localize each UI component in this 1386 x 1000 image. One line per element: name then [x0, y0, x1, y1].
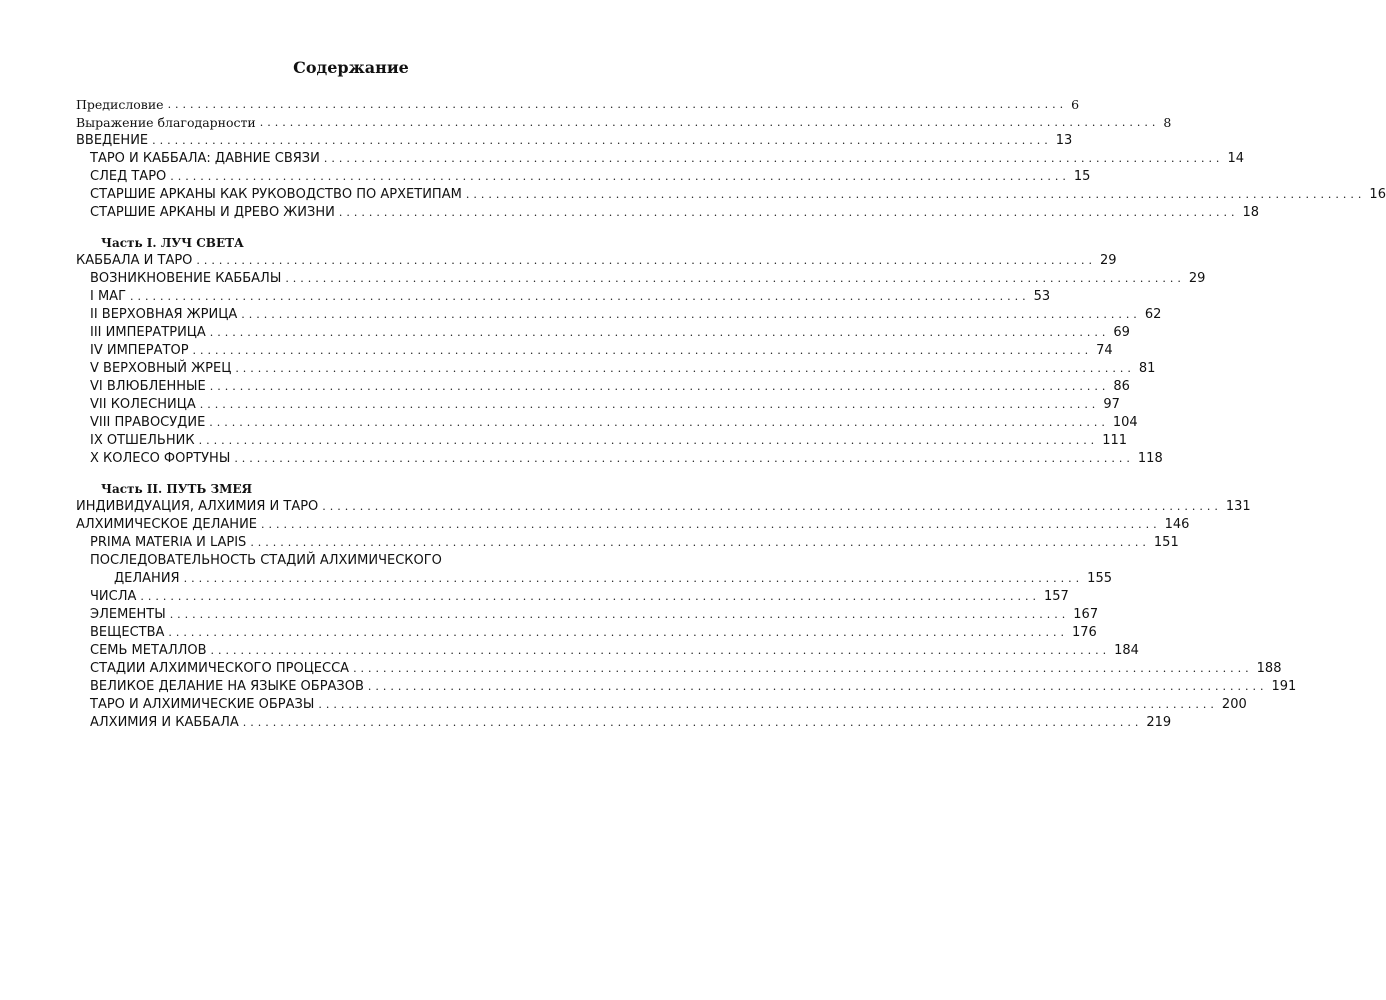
- toc-entry-page: 16: [1369, 187, 1386, 202]
- dot-leader: ........................................................................................................................: [167, 98, 1068, 111]
- toc-chapter: [76, 132, 1073, 150]
- dot-leader: ........................................................................................................................: [338, 206, 1239, 219]
- dot-leader: ........................................................................................................................: [241, 308, 1141, 321]
- toc-entry: [76, 360, 1156, 378]
- toc-entry-page: 74: [1096, 343, 1113, 358]
- toc-entry-label: КАББАЛА И ТАРО: [76, 253, 193, 268]
- toc-entry-page: 188: [1256, 661, 1282, 676]
- toc-entry-page: 131: [1225, 499, 1251, 514]
- dot-leader: ........................................................................................................................: [209, 416, 1109, 429]
- toc-entry: [76, 114, 1172, 132]
- toc-entry-page: 6: [1071, 97, 1080, 112]
- toc-entry-label: Выражение благодарности: [76, 115, 256, 130]
- toc-entry: [76, 714, 1172, 732]
- toc-entry-label: PRIMA MATERIA И LAPIS: [90, 535, 247, 550]
- toc-entry-label: ИНДИВИДУАЦИЯ, АЛХИМИЯ И ТАРО: [76, 499, 319, 514]
- toc-entry-label: ВЕЛИКОЕ ДЕЛАНИЕ НА ЯЗЫКЕ ОБРАЗОВ: [90, 679, 364, 694]
- toc-entry: [76, 96, 1080, 114]
- toc-entry-label: ТАРО И КАББАЛА: ДАВНИЕ СВЯЗИ: [90, 151, 320, 166]
- toc-title: Содержание: [293, 58, 409, 77]
- dot-leader: ........................................................................................................................: [235, 362, 1135, 375]
- dot-leader: ........................................................................................................................: [285, 272, 1185, 285]
- toc-entry-page: 53: [1033, 289, 1051, 304]
- toc-entry-page: 146: [1164, 517, 1190, 532]
- toc-entry: [76, 204, 1260, 222]
- toc-entry: [76, 306, 1162, 324]
- toc-entry-label: СТАДИИ АЛХИМИЧЕСКОГО ПРОЦЕССА: [90, 661, 350, 676]
- toc-entry: [76, 624, 1097, 642]
- toc-entry-page: 62: [1144, 307, 1162, 322]
- toc-entry-page: 191: [1271, 679, 1297, 694]
- toc-entry: [76, 396, 1120, 414]
- toc-entry-label: ЧИСЛА: [90, 589, 137, 604]
- toc-entry: [76, 270, 1206, 288]
- toc-entry: [76, 342, 1113, 360]
- dot-leader: ........................................................................................................................: [152, 134, 1052, 147]
- toc-entry-label: I МАГ: [90, 289, 127, 304]
- dot-leader: ........................................................................................................................: [259, 116, 1160, 129]
- toc-entry-page: 111: [1102, 433, 1128, 448]
- toc-entry-page: 97: [1103, 397, 1120, 412]
- toc-entry-label: ТАРО И АЛХИМИЧЕСКИЕ ОБРАЗЫ: [90, 697, 315, 712]
- toc-entry: [76, 450, 1163, 468]
- toc-entry-page: 157: [1043, 589, 1069, 604]
- dot-leader: ........................................................................................................................: [323, 152, 1224, 165]
- toc-entry-page: 200: [1221, 697, 1247, 712]
- toc-entry-label: ВВЕДЕНИЕ: [76, 133, 149, 148]
- part-heading: Часть I. ЛУЧ СВЕТА: [101, 236, 244, 250]
- toc-entry-label: СТАРШИЕ АРКАНЫ КАК РУКОВОДСТВО ПО АРХЕТИПАМ: [90, 187, 462, 202]
- toc-chapter: [76, 516, 1190, 534]
- toc-entry: [76, 168, 1091, 186]
- dot-leader: ........................................................................................................................: [168, 626, 1068, 639]
- toc-entry-label: VIII ПРАВОСУДИЕ: [90, 415, 206, 430]
- dot-leader: ........................................................................................................................: [465, 188, 1366, 201]
- toc-entry: [76, 606, 1099, 624]
- toc-entry-page: 86: [1113, 379, 1130, 394]
- toc-entry-page: 155: [1087, 571, 1112, 586]
- toc-entry-page: 184: [1114, 643, 1139, 658]
- dot-leader: ........................................................................................................................: [353, 662, 1253, 675]
- dot-leader: ........................................................................................................................: [250, 536, 1150, 549]
- toc-entry: [76, 642, 1139, 660]
- dot-leader: ........................................................................................................................: [210, 644, 1111, 657]
- toc-entry-page: 81: [1138, 361, 1156, 376]
- toc-entry-label: X КОЛЕСО ФОРТУНЫ: [90, 451, 231, 466]
- dot-leader: ........................................................................................................................: [170, 170, 1070, 183]
- toc-entry-page: 69: [1113, 325, 1130, 340]
- toc-entry: [76, 534, 1179, 552]
- dot-leader: ........................................................................................................................: [209, 326, 1110, 339]
- toc-entry-label: СЛЕД ТАРО: [90, 169, 167, 184]
- dot-leader: ........................................................................................................................: [198, 434, 1099, 447]
- toc-entry: [76, 378, 1130, 396]
- toc-entry-label: АЛХИМИЯ И КАББАЛА: [90, 715, 239, 730]
- part-heading: Часть II. ПУТЬ ЗМЕЯ: [101, 482, 253, 496]
- dot-leader: ........................................................................................................................: [196, 254, 1097, 267]
- toc-entry-label: АЛХИМИЧЕСКОЕ ДЕЛАНИЕ: [76, 517, 258, 532]
- toc-entry-page: 118: [1137, 451, 1163, 466]
- toc-entry-label: ЭЛЕМЕНТЫ: [90, 607, 166, 622]
- dot-leader: ........................................................................................................................: [130, 290, 1030, 303]
- toc-entry-page: 18: [1242, 205, 1260, 220]
- toc-entry: [76, 186, 1386, 204]
- toc-entry-label: ВЕЩЕСТВА: [90, 625, 165, 640]
- toc-entry-label: VI ВЛЮБЛЕННЫЕ: [90, 379, 206, 394]
- dot-leader: ........................................................................................................................: [192, 344, 1093, 357]
- dot-leader: ........................................................................................................................: [318, 698, 1218, 711]
- toc-entry-page: 219: [1146, 715, 1172, 730]
- toc-entry: [76, 324, 1130, 342]
- toc-entry: [76, 288, 1051, 306]
- toc-entry: [76, 660, 1282, 678]
- toc-entry: [76, 588, 1069, 606]
- toc-entry: [76, 150, 1244, 168]
- dot-leader: ........................................................................................................................: [234, 452, 1134, 465]
- table-of-contents: [76, 96, 1386, 732]
- toc-entry-label: IV ИМПЕРАТОР: [90, 343, 189, 358]
- toc-entry: [76, 678, 1297, 696]
- toc-entry-label: IX ОТШЕЛЬНИК: [90, 433, 195, 448]
- dot-leader: ........................................................................................................................: [140, 590, 1040, 603]
- toc-chapter: [76, 498, 1251, 516]
- dot-leader: ........................................................................................................................: [169, 608, 1070, 621]
- toc-entry: [76, 432, 1128, 450]
- toc-entry-label: VII КОЛЕСНИЦА: [90, 397, 196, 412]
- dot-leader: ........................................................................................................................: [183, 572, 1084, 585]
- toc-entry-page: 13: [1055, 133, 1073, 148]
- toc-entry-label: II ВЕРХОВНАЯ ЖРИЦА: [90, 307, 238, 322]
- toc-entry-page: 15: [1073, 169, 1091, 184]
- dot-leader: ........................................................................................................................: [322, 500, 1222, 513]
- toc-entry-label: III ИМПЕРАТРИЦА: [90, 325, 206, 340]
- toc-entry-page: 8: [1163, 115, 1172, 130]
- toc-entry-label: V ВЕРХОВНЫЙ ЖРЕЦ: [90, 361, 232, 376]
- dot-leader: ........................................................................................................................: [199, 398, 1100, 411]
- toc-entry: [76, 696, 1247, 714]
- toc-entry-wrapped-line: ПОСЛЕДОВАТЕЛЬНОСТЬ СТАДИЙ АЛХИМИЧЕСКОГО: [90, 553, 442, 568]
- toc-entry-page: 104: [1112, 415, 1138, 430]
- toc-entry-label: ВОЗНИКНОВЕНИЕ КАББАЛЫ: [90, 271, 282, 286]
- toc-entry-label: ДЕЛАНИЯ: [114, 571, 180, 586]
- toc-entry-label: СЕМЬ МЕТАЛЛОВ: [90, 643, 207, 658]
- toc-entry-page: 29: [1100, 253, 1117, 268]
- toc-entry: [76, 414, 1138, 432]
- toc-entry-page: 176: [1072, 625, 1097, 640]
- toc-entry-label: СТАРШИЕ АРКАНЫ И ДРЕВО ЖИЗНИ: [90, 205, 335, 220]
- dot-leader: ........................................................................................................................: [261, 518, 1161, 531]
- toc-entry-page: 167: [1073, 607, 1099, 622]
- dot-leader: ........................................................................................................................: [242, 716, 1143, 729]
- toc-entry-page: 29: [1188, 271, 1206, 286]
- toc-chapter: [76, 252, 1117, 270]
- toc-entry-label: Предисловие: [76, 97, 164, 112]
- toc-entry-page: 151: [1153, 535, 1179, 550]
- toc-entry: [76, 570, 1112, 588]
- dot-leader: ........................................................................................................................: [209, 380, 1110, 393]
- dot-leader: ........................................................................................................................: [367, 680, 1268, 693]
- toc-entry-page: 14: [1227, 151, 1244, 166]
